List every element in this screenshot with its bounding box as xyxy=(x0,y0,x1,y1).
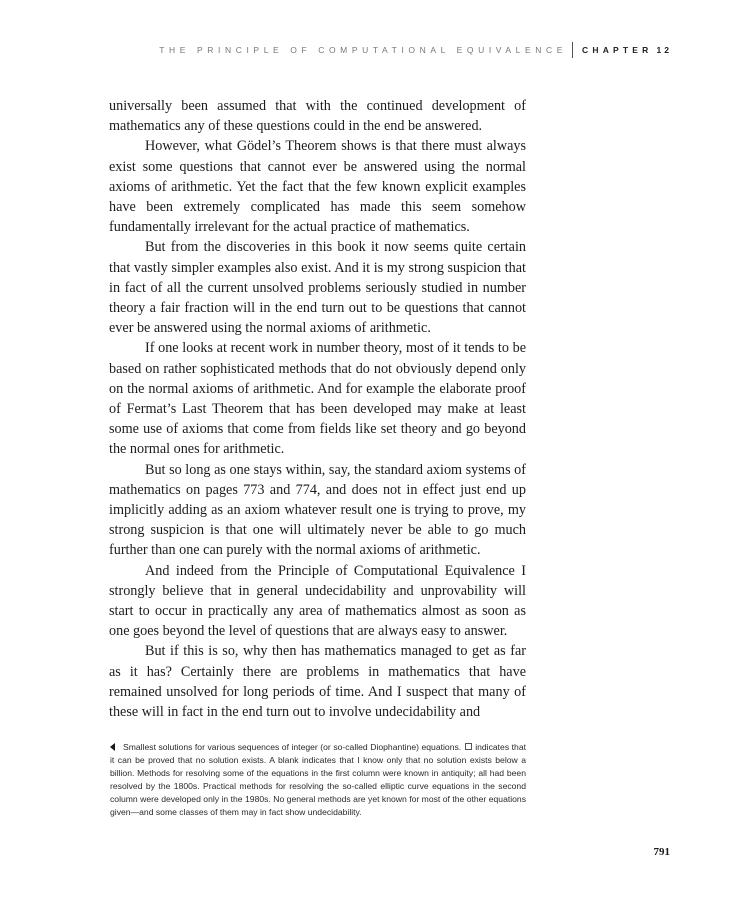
book-title: THE PRINCIPLE OF COMPUTATIONAL EQUIVALENCE xyxy=(159,45,568,55)
header-divider xyxy=(572,42,573,58)
paragraph: universally been assumed that with the continued development of mathematics any of these questions could in the end be answered. xyxy=(109,98,526,135)
paragraph: However, what Gödel’s Theorem shows is that there must always exist some questions that cannot ever be answered using the normal axioms of arithmetic. Yet the fact that the few known explicit examples have been extremely complicated has made this seem somehow fundamentally irrelevant for the actual practice of mathematics. xyxy=(109,138,526,236)
paragraph: And indeed from the Principle of Computational Equivalence I strongly believe that in general undecidability and unprovability will start to occur in practically any area of mathematics almost as soon as one goes beyond the level of questions that are always easy to answer. xyxy=(109,562,526,640)
caption-lead: Smallest solutions for various sequences of integer (or so-called Diophantine) equations. xyxy=(123,742,462,752)
empty-square-icon xyxy=(465,743,472,750)
paragraph: But from the discoveries in this book it now seems quite certain that vastly simpler examples also exist. And it is my strong suspicion that in fact of all the current unsolved problems seriously studied in number theory a fair fraction will in the end turn out to be questions that cannot ever be answered using the normal axioms of arithmetic. xyxy=(109,239,526,337)
paragraph: If one looks at recent work in number theory, most of it tends to be based on rather sophisticated methods that do not obviously depend only on the normal axioms of arithmetic. And for example the elaborate proof of Fermat’s Last Theorem that has been developed may make at least some use of axioms that come from fields like set theory and go beyond the normal ones for arithmetic. xyxy=(109,340,526,458)
figure-caption xyxy=(110,741,526,818)
caption-rest: indicates that it can be proved that no solution exists. A blank indicates that I know only that no solution exists below a billion. Methods for resolving some of the equations in the first column were known in antiquity; all had been resolved by the 1800s. Practical methods for resolving the so-called elliptic curve equations in the second column were developed only in the 1980s. No general methods are yet known for most of the other equations given—and some classes of them may in fact show undecidability. xyxy=(110,742,526,817)
running-head xyxy=(159,42,672,58)
body-text xyxy=(109,96,526,722)
paragraph: But if this is so, why then has mathematics managed to get as far as it has? Certainly there are problems in mathematics that have remained unsolved for long periods of time. And I suspect that many of these will in fact in the end turn out to involve undecidability and xyxy=(109,643,526,721)
chapter-label: CHAPTER xyxy=(582,45,653,55)
chapter-number: 12 xyxy=(656,45,672,55)
left-triangle-icon xyxy=(110,743,115,751)
page-number: 791 xyxy=(653,846,670,858)
paragraph: But so long as one stays within, say, the standard axiom systems of mathematics on pages 773 and 774, and does not in effect just end up implicitly adding as an axiom whatever result one is trying to prove, my strong suspicion is that one will ultimately never be able to go much further than one can purely with the normal axioms of arithmetic. xyxy=(109,461,526,559)
